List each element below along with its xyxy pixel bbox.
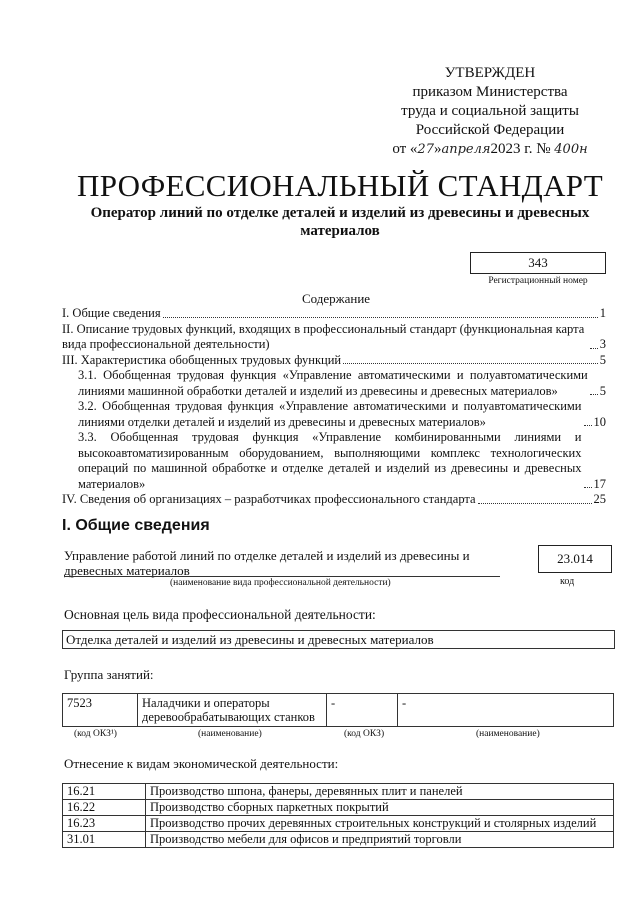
approval-line-4: Российской Федерации bbox=[415, 122, 565, 138]
section-title: I. Общие сведения bbox=[62, 517, 210, 534]
okz-name-cell: - bbox=[398, 694, 614, 727]
okved-code: 31.01 bbox=[63, 832, 146, 848]
standard-subtitle: Оператор линий по отделке деталей и изделий из древесины и древесных материалов bbox=[90, 205, 590, 239]
registration-number-label: Регистрационный номер bbox=[488, 276, 588, 286]
okved-name: Производство сборных паркетных покрытий bbox=[146, 800, 614, 816]
toc-item[interactable]: II. Описание трудовых функций, входящих в профессиональный стандарт (функциональная карта вида профессиональной деятельности) 3 bbox=[62, 321, 606, 351]
registration-number-box: 343 bbox=[470, 252, 606, 274]
economic-activity-label: Отнесение к видам экономической деятельности: bbox=[64, 756, 339, 771]
toc-item[interactable]: I. Общие сведения 1 bbox=[62, 306, 606, 320]
caption: (код ОКЗ) bbox=[344, 729, 385, 739]
economic-activity-table bbox=[62, 783, 614, 848]
activity-kind: Управление работой линий по отделке деталей и изделий из древесины и древесных материалов bbox=[64, 548, 470, 578]
approval-line-2: приказом Министерства bbox=[412, 84, 568, 100]
table-row bbox=[63, 694, 614, 727]
goal-box: Отделка деталей и изделий из древесины и древесных материалов bbox=[62, 630, 615, 649]
approval-line-3: труда и социальной защиты bbox=[401, 103, 579, 119]
okz-name-cell: Наладчики и операторы деревообрабатывающих станков bbox=[138, 694, 327, 727]
okved-code: 16.22 bbox=[63, 800, 146, 816]
table-row bbox=[63, 800, 614, 816]
okved-name: Производство мебели для офисов и предприятий торговли bbox=[146, 832, 614, 848]
okz-code-cell: 7523 bbox=[63, 694, 138, 727]
caption: (код ОКЗ¹) bbox=[74, 729, 117, 739]
toc-item[interactable]: 3.1. Обобщенная трудовая функция «Управление автоматическими и полуавтоматическими линиями машинной обработки деталей и изделий из древесины и древесных материалов» 5 bbox=[78, 368, 606, 398]
table-of-contents bbox=[62, 306, 606, 508]
toc-item[interactable]: III. Характеристика обобщенных трудовых функций 5 bbox=[62, 352, 606, 367]
handwritten-order-number: 400н bbox=[554, 142, 588, 157]
okz-code-cell: - bbox=[327, 694, 398, 727]
okved-code: 16.23 bbox=[63, 816, 146, 832]
activity-kind-caption: (наименование вида профессиональной деятельности) bbox=[170, 578, 391, 588]
table-row bbox=[63, 832, 614, 848]
okved-name: Производство шпона, фанеры, деревянных плит и панелей bbox=[146, 784, 614, 800]
toc-item[interactable]: IV. Сведения об организациях – разработчиках профессионального стандарта 25 bbox=[62, 492, 606, 506]
table-row bbox=[63, 816, 614, 832]
approval-block bbox=[360, 64, 620, 159]
page-title: ПРОФЕССИОНАЛЬНЫЙ СТАНДАРТ bbox=[77, 168, 603, 203]
caption: (наименование) bbox=[476, 729, 540, 739]
table-row bbox=[63, 784, 614, 800]
approval-date-line: от «27»апреля2023 г. № 400н bbox=[392, 141, 588, 157]
activity-code-box: 23.014 bbox=[538, 545, 612, 573]
handwritten-month: апреля bbox=[441, 142, 491, 157]
okved-code: 16.21 bbox=[63, 784, 146, 800]
goal-label: Основная цель вида профессиональной деятельности: bbox=[64, 607, 376, 622]
toc-heading: Содержание bbox=[301, 291, 371, 306]
divider bbox=[64, 576, 500, 577]
okved-name: Производство прочих деревянных строительных конструкций и столярных изделий bbox=[146, 816, 614, 832]
occupation-group-table bbox=[62, 693, 614, 727]
toc-item[interactable]: 3.3. Обобщенная трудовая функция «Управление комбинированными линиями и высокоавтоматизированным оборудованием, выполняющими комплекс технологических операций по машинной обработке и отделке деталей и изделий из древесины и древесных материалов» 17 bbox=[78, 430, 606, 491]
approval-line-1: УТВЕРЖДЕН bbox=[444, 65, 536, 81]
handwritten-day: 27 bbox=[417, 142, 434, 157]
caption: (наименование) bbox=[198, 729, 262, 739]
occupation-group-label: Группа занятий: bbox=[64, 667, 154, 682]
toc-item[interactable]: 3.2. Обобщенная трудовая функция «Управление автоматическими и полуавтоматическими линиями отделки деталей и изделий из древесины и древесных материалов» 10 bbox=[78, 399, 606, 429]
activity-code-caption: код bbox=[560, 576, 575, 587]
